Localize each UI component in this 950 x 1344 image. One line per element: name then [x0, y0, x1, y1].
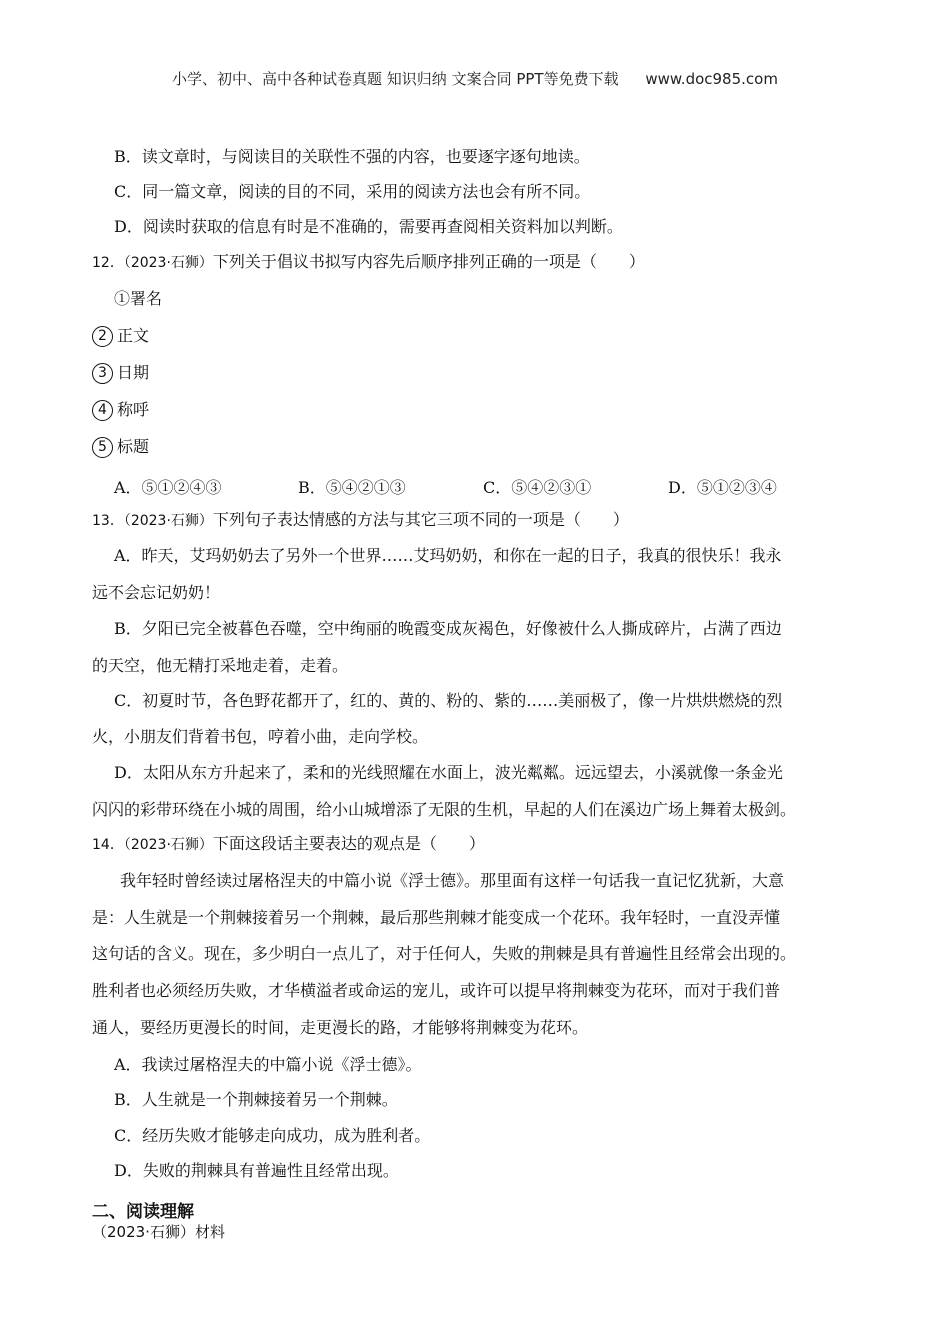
- q13-option-c-line1: C．初夏时节，各色野花都开了，红的、黄的、粉的、紫的……美丽极了，像一片烘烘燃烧的烈: [114, 691, 783, 710]
- q12-option-d: D．⑤①②③④: [668, 478, 777, 497]
- q13-option-b-line1: B．夕阳已完全被暮色吞噬，空中绚丽的晚霞变成灰褐色，好像被什么人撕成碎片，占满了西边: [114, 619, 782, 638]
- q12-source: （2023·石狮）: [123, 255, 213, 271]
- q12-item-3: [92, 363, 149, 384]
- q13-option-a-line2: 远不会忘记奶奶！: [92, 583, 221, 602]
- q12-option-b: B．⑤④②①③: [298, 478, 406, 497]
- q11-option-c: C．同一篇文章，阅读的目的不同，采用的阅读方法也会有所不同。: [114, 182, 591, 201]
- header-site-link[interactable]: www.doc985.com: [645, 70, 778, 88]
- q14-passage-line4: 胜利者也必须经历失败，才华横溢者或命运的宠儿，或许可以提早将荆棘变为花环，而对于我们普: [92, 981, 781, 1000]
- section-title-reading: 二、阅读理解: [92, 1202, 194, 1222]
- q13-option-d-line2: 闪闪的彩带环绕在小城的周围，给小山城增添了无限的生机，早起的人们在溪边广场上舞着太极剑。: [92, 800, 797, 819]
- q11-option-d: D．阅读时获取的信息有时是不准确的，需要再查阅相关资料加以判断。: [114, 217, 623, 236]
- q12-item-5: [92, 437, 149, 458]
- q12-item-4-label: 称呼: [117, 400, 150, 419]
- q13-option-c-line2: 火，小朋友们背着书包，哼着小曲，走向学校。: [92, 727, 429, 746]
- q12-item-2-label: 正文: [117, 326, 150, 345]
- q13-option-a-line1: A．昨天，艾玛奶奶去了另外一个世界……艾玛奶奶，和你在一起的日子，我真的很快乐！我永: [114, 546, 782, 565]
- q14-passage-line1: 我年轻时曾经读过屠格涅夫的中篇小说《浮士德》。那里面有这样一句话我一直记忆犹新，大意: [120, 871, 785, 890]
- q14-stem-line: [92, 834, 485, 855]
- q13-stem: 下列句子表达情感的方法与其它三项不同的一项是（ ）: [212, 510, 629, 529]
- circled-number-4: 4: [92, 400, 113, 421]
- q13-source: （2023·石狮）: [123, 513, 213, 529]
- q12-option-c: C．⑤④②③①: [483, 478, 592, 497]
- q14-number: 14．: [92, 837, 124, 853]
- q12-item-2: [92, 326, 149, 347]
- circled-number-2: 2: [92, 326, 113, 347]
- q14-option-d: D．失败的荆棘具有普遍性且经常出现。: [114, 1161, 399, 1180]
- q14-option-b: B．人生就是一个荆棘接着另一个荆棘。: [114, 1090, 398, 1109]
- q11-option-b: B．读文章时，与阅读目的关联性不强的内容，也要逐字逐句地读。: [114, 147, 590, 166]
- section2-source-line: （2023·石狮）材料: [92, 1223, 225, 1241]
- q13-stem-line: [92, 510, 629, 531]
- q12-item-3-label: 日期: [117, 363, 150, 382]
- q12-number: 12．: [92, 255, 124, 271]
- q13-option-d-line1: D．太阳从东方升起来了，柔和的光线照耀在水面上，波光粼粼。远远望去，小溪就像一条金光: [114, 763, 783, 782]
- q14-stem: 下面这段话主要表达的观点是（ ）: [212, 834, 485, 853]
- circled-number-5: 5: [92, 437, 113, 458]
- q13-option-b-line2: 的天空，他无精打采地走着，走着。: [92, 656, 349, 675]
- q12-stem-line: [92, 252, 645, 273]
- q12-item-4: [92, 400, 149, 421]
- q14-source: （2023·石狮）: [123, 837, 213, 853]
- q12-item-1: ①署名: [114, 289, 163, 308]
- q14-passage-line5: 通人，要经历更漫长的时间，走更漫长的路，才能够将荆棘变为花环。: [92, 1018, 589, 1037]
- q14-passage-line2: 是：人生就是一个荆棘接着另一个荆棘，最后那些荆棘才能变成一个花环。我年轻时，一直没弄懂: [92, 908, 781, 927]
- q14-option-a: A．我读过屠格涅夫的中篇小说《浮士德》。: [114, 1055, 422, 1074]
- q12-option-a: A．⑤①②④③: [114, 478, 222, 497]
- q13-number: 13．: [92, 513, 124, 529]
- q12-stem: 下列关于倡议书拟写内容先后顺序排列正确的一项是（ ）: [212, 252, 645, 271]
- header-text: 小学、初中、高中各种试卷真题 知识归纳 文案合同 PPT等免费下载: [172, 70, 619, 88]
- q12-item-5-label: 标题: [117, 437, 150, 456]
- q14-option-c: C．经历失败才能够走向成功，成为胜利者。: [114, 1126, 431, 1145]
- page-header: [0, 68, 950, 89]
- circled-number-3: 3: [92, 363, 113, 384]
- q14-passage-line3: 这句话的含义。现在，多少明白一点儿了，对于任何人，失败的荆棘是具有普遍性且经常会出现的。: [92, 944, 797, 963]
